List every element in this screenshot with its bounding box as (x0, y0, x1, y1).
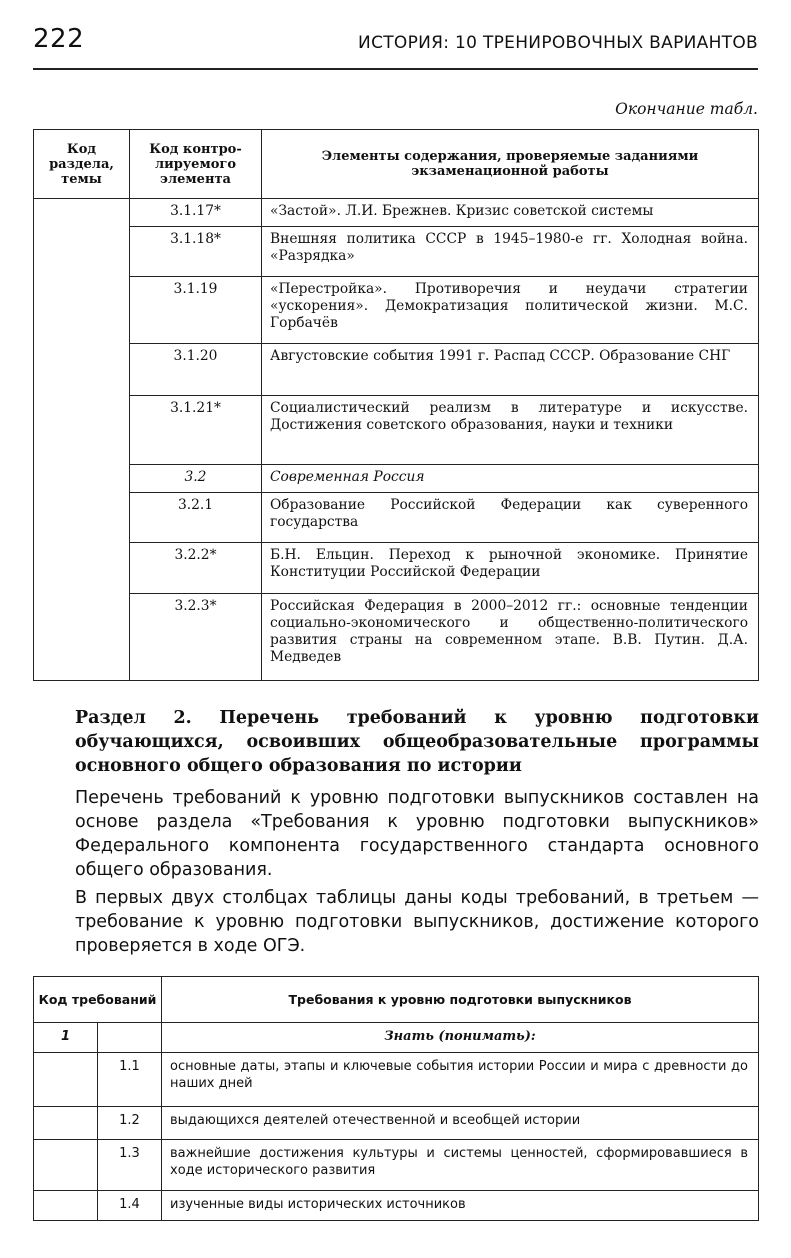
table-row (34, 594, 759, 681)
empty-cell (34, 1191, 98, 1221)
table-row (34, 199, 759, 227)
requirement-code: 1.4 (98, 1191, 162, 1221)
continuation-label: Окончание табл. (615, 100, 758, 118)
section-heading: Раздел 2. Перечень требований к уровню подготовки обучающихся, освоивших общеобразовательные программы основного общего образования по истории (75, 708, 759, 776)
table-row (34, 277, 759, 344)
requirement-text: выдающихся деятелей отечественной и всеобщей истории (162, 1107, 759, 1140)
table-row (34, 1140, 759, 1191)
table-row (34, 1107, 759, 1140)
group-title: Знать (понимать): (162, 1023, 759, 1053)
page-number: 222 (33, 24, 85, 54)
table-row (34, 1023, 759, 1053)
element-text: «Перестройка». Противоречия и неудачи стратегии «ускорения». Демократизация политической жизни. М.С. Горбачёв (262, 277, 759, 344)
requirements-table (33, 976, 759, 1221)
element-code: 3.1.18* (130, 227, 262, 277)
element-code: 3.2 (130, 465, 262, 493)
empty-cell (34, 1107, 98, 1140)
header-requirements: Требования к уровню подготовки выпускников (162, 977, 759, 1023)
element-code: 3.1.19 (130, 277, 262, 344)
running-header (33, 24, 758, 70)
element-code: 3.1.21* (130, 396, 262, 465)
element-code: 3.2.2* (130, 543, 262, 594)
header-content-elements: Элементы содержания, проверяемые заданиями экзаменационной работы (262, 130, 759, 199)
header-element-code: Код контро-лируемого элемента (130, 130, 262, 199)
table-row (34, 1191, 759, 1221)
element-text: Российская Федерация в 2000–2012 гг.: основные тенденции социально-экономического и общественно-политического развития страны на современном этапе. В.В. Путин. Д.А. Медведев (262, 594, 759, 681)
header-requirement-codes: Код требований (34, 977, 162, 1023)
empty-cell (98, 1023, 162, 1053)
element-text: Внешняя политика СССР в 1945–1980-е гг. Холодная война. «Разрядка» (262, 227, 759, 277)
running-title: ИСТОРИЯ: 10 ТРЕНИРОВОЧНЫХ ВАРИАНТОВ (358, 33, 758, 53)
table-row (34, 227, 759, 277)
element-text: «Застой». Л.И. Брежнев. Кризис советской системы (262, 199, 759, 227)
group-code: 1 (34, 1023, 98, 1053)
paragraph-1: Перечень требований к уровню подготовки выпускников составлен на основе раздела «Требования к уровню подготовки выпускников» Федерального компонента государственного стандарта основного общего образования. (75, 788, 759, 880)
element-text: Современная Россия (262, 465, 759, 493)
requirement-text: изученные виды исторических источников (162, 1191, 759, 1221)
requirement-text: основные даты, этапы и ключевые события истории России и мира с древности до наших дней (162, 1053, 759, 1107)
header-section-code: Код раздела, темы (34, 130, 130, 199)
element-text: Социалистический реализм в литературе и искусстве. Достижения советского образования, науки и техники (262, 396, 759, 465)
element-code: 3.1.17* (130, 199, 262, 227)
element-text: Образование Российской Федерации как суверенного государства (262, 493, 759, 543)
table-row (34, 1053, 759, 1107)
requirement-text: важнейшие достижения культуры и системы ценностей, сформировавшиеся в ходе исторического развития (162, 1140, 759, 1191)
empty-cell (34, 1140, 98, 1191)
table-row (34, 493, 759, 543)
table-row (34, 396, 759, 465)
table-row (34, 465, 759, 493)
element-text: Б.Н. Ельцин. Переход к рыночной экономике. Принятие Конституции Российской Федерации (262, 543, 759, 594)
requirement-code: 1.1 (98, 1053, 162, 1107)
table-row (34, 344, 759, 396)
requirement-code: 1.2 (98, 1107, 162, 1140)
content-elements-table (33, 129, 759, 681)
section-code-cell (34, 199, 130, 681)
element-code: 3.1.20 (130, 344, 262, 396)
element-code: 3.2.1 (130, 493, 262, 543)
paragraph-2: В первых двух столбцах таблицы даны коды требований, в третьем — требование к уровню подготовки выпускников, достижение которого проверяется в ходе ОГЭ. (75, 888, 759, 956)
requirement-code: 1.3 (98, 1140, 162, 1191)
empty-cell (34, 1053, 98, 1107)
table-row (34, 543, 759, 594)
element-code: 3.2.3* (130, 594, 262, 681)
element-text: Августовские события 1991 г. Распад СССР. Образование СНГ (262, 344, 759, 396)
